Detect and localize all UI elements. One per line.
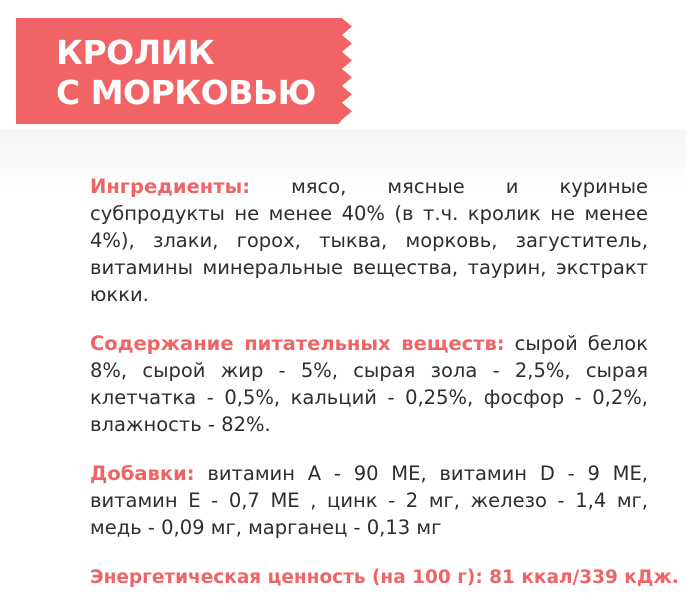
ingredients-paragraph xyxy=(90,173,648,308)
product-title-line-2: С МОРКОВЬЮ xyxy=(56,73,316,112)
ingredients-text: мясо, мясные и куриные субпродукты не менее 40% (в т.ч. кролик не менее 4%), злаки, горох, тыква, морковь, загуститель, витамины минеральные вещества, таурин, экстракт юкки. xyxy=(90,175,648,306)
nutrients-label: Содержание питательных веществ: xyxy=(90,332,505,355)
additives-text: витамин A - 90 МЕ, витамин D - 9 МЕ, витамин E - 0,7 МЕ , цинк - 2 мг, железо - 1,4 мг, медь - 0,09 мг, марганец - 0,13 мг xyxy=(90,462,648,539)
energy-value: Энергетическая ценность (на 100 г): 81 ккал/339 кДж. xyxy=(90,567,679,588)
additives-paragraph xyxy=(90,460,648,541)
nutrients-text: сырой белок 8%, сырой жир - 5%, сырая зола - 2,5%, сырая клетчатка - 0,5%, кальций - 0,25%, фосфор - 0,2%, влажность - 82%. xyxy=(90,332,648,436)
additives-label: Добавки: xyxy=(90,462,195,485)
nutrients-paragraph xyxy=(90,330,648,438)
ingredients-label: Ингредиенты: xyxy=(90,175,251,198)
product-title-line-1: КРОЛИК xyxy=(56,33,215,72)
